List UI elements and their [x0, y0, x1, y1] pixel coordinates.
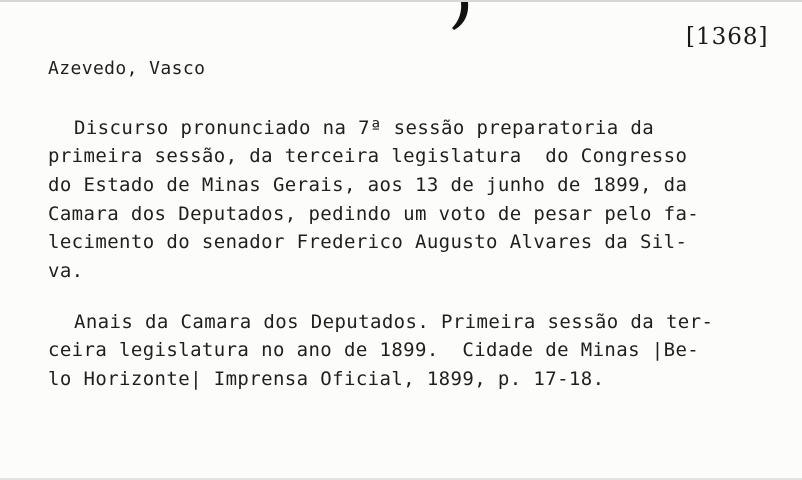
description-line: Discurso pronunciado na 7ª sessão preparatoria da: [74, 117, 655, 139]
description-line: do Estado de Minas Gerais, aos 13 de junho de 1899, da: [48, 174, 688, 196]
description-line: lecimento do senador Frederico Augusto Alvares da Sil-: [48, 231, 688, 253]
citation-line: lo Horizonte| Imprensa Oficial, 1899, p. 17-18.: [48, 368, 605, 390]
citation-line: ceira legislatura no ano de 1899. Cidade de Minas |Be-: [48, 339, 700, 361]
author-heading: Azevedo, Vasco: [48, 58, 206, 79]
reference-number: [1368]: [686, 24, 769, 50]
description-line: va.: [48, 260, 84, 282]
description-line: primeira sessão, da terceira legislatura do Congresso: [48, 145, 688, 167]
card-top-edge: [0, 0, 802, 2]
citation-line: Anais da Camara dos Deputados. Primeira sessão da ter-: [74, 311, 714, 333]
ink-mark: [448, 0, 470, 30]
description-line: Camara dos Deputados, pedindo um voto de pesar pelo fa-: [48, 203, 700, 225]
